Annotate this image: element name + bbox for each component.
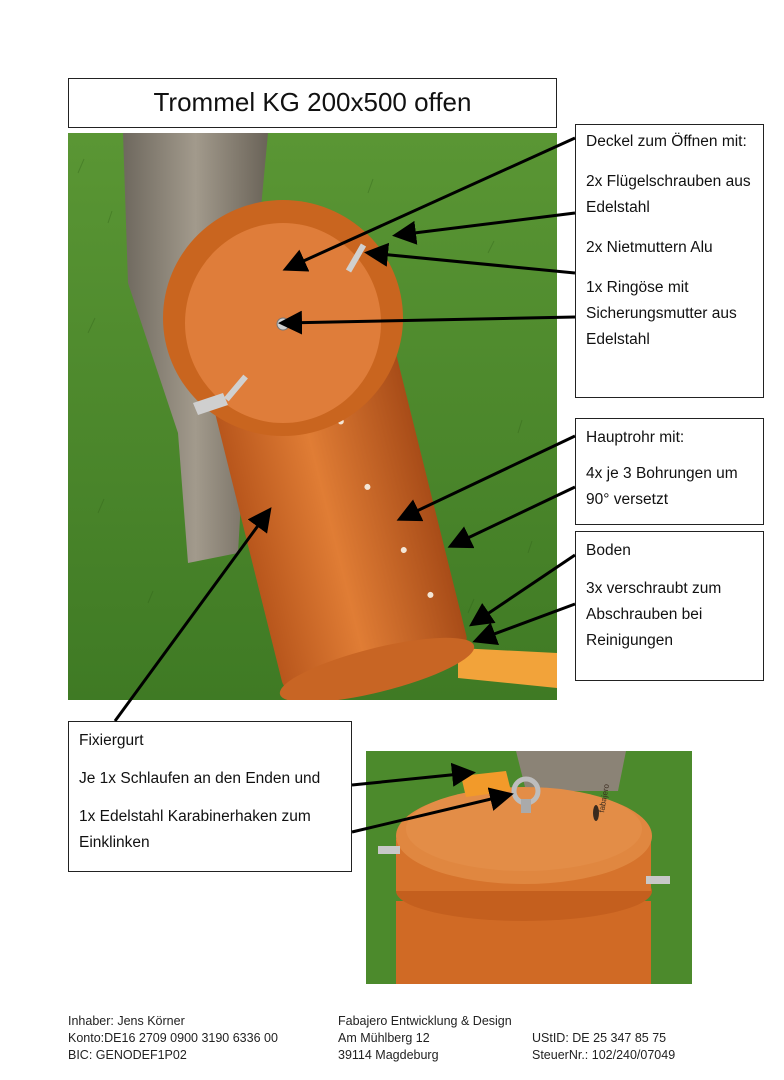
callout-boden-heading: Boden xyxy=(586,542,631,559)
footer-tax-block xyxy=(532,1030,675,1064)
callout-deckel-heading: Deckel zum Öffnen mit: xyxy=(586,133,747,150)
callout-hauptrohr-heading: Hauptrohr mit: xyxy=(586,429,685,446)
callout-fixiergurt-heading: Fixiergurt xyxy=(79,732,144,749)
callout-boden xyxy=(575,531,764,681)
drum-lid xyxy=(163,200,403,436)
footer-street: Am Mühlberg 12 xyxy=(338,1031,430,1045)
footer-bic: BIC: GENODEF1P02 xyxy=(68,1048,187,1062)
callout-fixiergurt-line2: 1x Edelstahl Karabinerhaken zum Einklinken xyxy=(79,808,311,851)
callout-fixiergurt xyxy=(68,721,352,872)
callout-deckel-line1: 2x Flügelschrauben aus Edelstahl xyxy=(586,173,751,216)
footer-vat: UStID: DE 25 347 85 75 xyxy=(532,1031,667,1045)
callout-hauptrohr xyxy=(575,418,764,525)
footer-owner: Inhaber: Jens Körner xyxy=(68,1014,185,1028)
photo-logo: fabajero xyxy=(597,783,611,814)
footer-owner-block xyxy=(68,1013,278,1064)
footer-city: 39114 Magdeburg xyxy=(338,1048,439,1062)
page-title: Trommel KG 200x500 offen xyxy=(68,78,557,128)
footer-company-block xyxy=(338,1013,512,1064)
callout-deckel xyxy=(575,124,764,398)
lid-closeup-photo xyxy=(366,751,692,984)
callout-deckel-line2: 2x Nietmuttern Alu xyxy=(586,239,713,256)
callout-hauptrohr-line1: 4x je 3 Bohrungen um 90° versetzt xyxy=(586,465,738,508)
callout-fixiergurt-line1: Je 1x Schlaufen an den Enden und xyxy=(79,770,321,787)
main-photo xyxy=(68,133,557,700)
callout-boden-line1: 3x verschraubt zum Abschrauben bei Reinigungen xyxy=(586,580,722,649)
callout-deckel-line3: 1x Ringöse mit Sicherungsmutter aus Edelstahl xyxy=(586,279,737,348)
footer-tax: SteuerNr.: 102/240/07049 xyxy=(532,1048,676,1062)
footer-account: Konto:DE16 2709 0900 3190 6336 00 xyxy=(68,1031,278,1045)
footer-company: Fabajero Entwicklung & Design xyxy=(338,1014,512,1028)
